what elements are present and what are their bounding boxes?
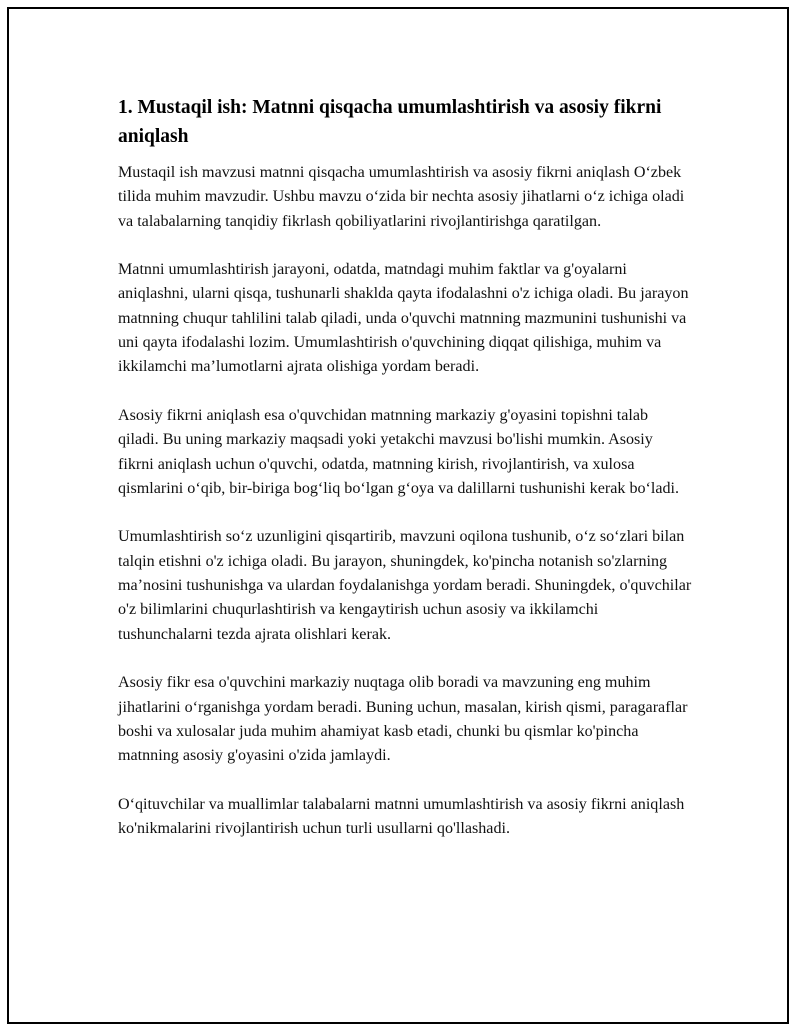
paragraph-1: Mustaqil ish mavzusi matnni qisqacha umumlashtirish va asosiy fikrni aniqlash O‘zbek tilida muhim mavzudir. Ushbu mavzu o‘zida bir nechta asosiy jihatlarni o‘z ichiga oladi va talabalarning tanqidiy fikrlash qobiliyatlarini rivojlantirishga qaratilgan. (118, 164, 685, 230)
paragraph-4: Umumlashtirish so‘z uzunligini qisqartirib, mavzuni oqilona tushunib, o‘z so‘zlari bilan talqin etishni o'z ichiga oladi. Bu jarayon, shuningdek, ko'pincha notanish so'zlarning ma’nosini tushunishga va ulardan foydalanishga yordam beradi. Shuningdek, o'quvchilar o'z bilimlarini chuqurlashtirish va kengaytirish uchun asosiy va ikkilamchi tushunchalarni tezda ajrata olishlari kerak. (118, 528, 692, 643)
document-heading: 1. Mustaqil ish: Matnni qisqacha umumlashtirish va asosiy fikrni aniqlash (118, 97, 662, 147)
paragraph-2: Matnni umumlashtirish jarayoni, odatda, matndagi muhim faktlar va g'oyalarni aniqlashni, ularni qisqa, tushunarli shaklda qayta ifodalashni o'z ichiga oladi. Bu jarayon matnning chuqur tahlilini talab qiladi, unda o'quvchi matnning mazmunini tushunishi va uni qayta ifodalashi lozim. Umumlashtirish o'quvchining diqqat qilishiga, muhim va ikkilamchi ma’lumotlarni ajrata olishiga yordam beradi. (118, 261, 689, 376)
paragraph-5: Asosiy fikr esa o'quvchini markaziy nuqtaga olib boradi va mavzuning eng muhim jihatlarini o‘rganishga yordam beradi. Buning uchun, masalan, kirish qismi, paragaraflar boshi va xulosalar juda muhim ahamiyat kasb etadi, chunki bu qismlar ko'pincha matnning asosiy g'oyasini o'zida jamlaydi. (118, 674, 688, 765)
paragraph-6: O‘qituvchilar va muallimlar talabalarni matnni umumlashtirish va asosiy fikrni aniqlash ko'nikmalarini rivojlantirish uchun turli usullarni qo'llashadi. (118, 795, 685, 838)
document-body (118, 93, 692, 866)
paragraph-3: Asosiy fikrni aniqlash esa o'quvchidan matnning markaziy g'oyasini topishni talab qiladi. Bu uning markaziy maqsadi yoki yetakchi mavzusi bo'lishi mumkin. Asosiy fikrni aniqlash uchun o'quvchi, odatda, matnning kirish, rivojlantirish, va xulosa qismlarini o‘qib, bir-biriga bog‘liq bo‘lgan g‘oya va dalillarni tushunishi kerak bo‘ladi. (118, 406, 680, 497)
